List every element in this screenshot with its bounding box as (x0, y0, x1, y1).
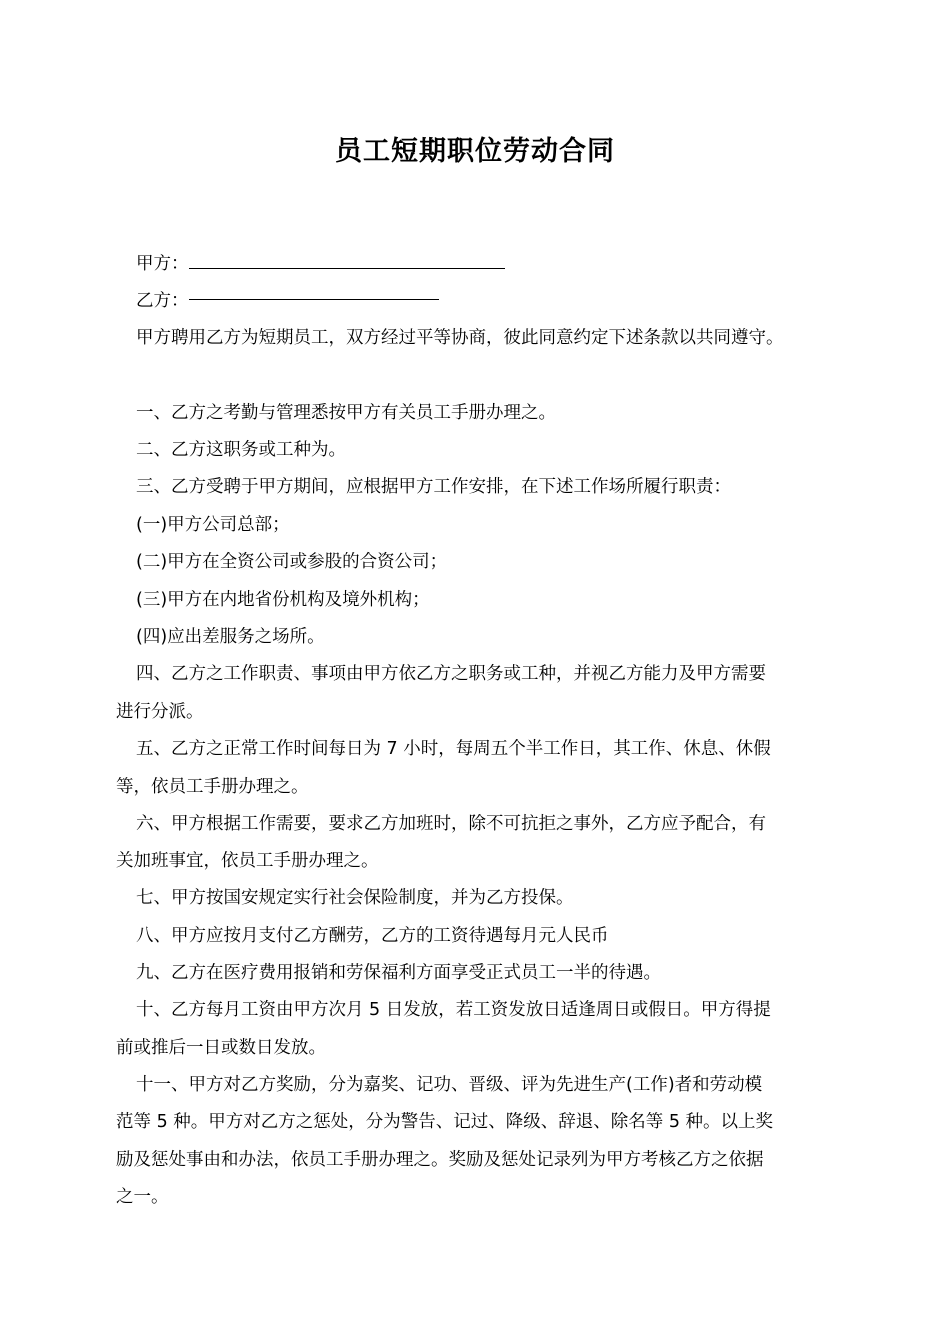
preamble: 甲方聘用乙方为短期员工，双方经过平等协商，彼此同意约定下述条款以共同遵守。 (136, 328, 784, 348)
clause-6-line-1: 六、甲方根据工作需要，要求乙方加班时，除不可抗拒之事外，乙方应予配合，有 (136, 814, 766, 834)
clause-3-item-4: (四)应出差服务之场所。 (136, 627, 325, 647)
party-b-line (116, 289, 866, 313)
clause-6-line-2: 关加班事宜，依员工手册办理之。 (116, 851, 379, 871)
clause-3-item-1: (一)甲方公司总部； (136, 515, 290, 535)
clause-11-line-3: 励及惩处事由和办法，依员工手册办理之。奖励及惩处记录列为甲方考核乙方之依据 (116, 1150, 764, 1170)
party-b-blank (189, 299, 439, 300)
clause-3-item-2: (二)甲方在全资公司或参股的合资公司； (136, 552, 448, 572)
clause-2: 二、乙方这职务或工种为。 (136, 440, 346, 460)
clause-7: 七、甲方按国安规定实行社会保险制度，并为乙方投保。 (136, 888, 574, 908)
clause-11-line-2: 范等 5 种。甲方对乙方之惩处，分为警告、记过、降级、辞退、除名等 5 种。以上奖 (116, 1112, 774, 1132)
clause-10-line-2: 前或推后一日或数日发放。 (116, 1038, 326, 1058)
party-a-blank (189, 254, 505, 269)
clause-11-line-1: 十一、甲方对乙方奖励，分为嘉奖、记功、晋级、评为先进生产(工作)者和劳动模 (136, 1075, 763, 1095)
clause-5-line-2: 等，依员工手册办理之。 (116, 777, 309, 797)
clause-8: 八、甲方应按月支付乙方酬劳，乙方的工资待遇每月元人民币 (136, 926, 609, 946)
clause-3-item-3: (三)甲方在内地省份机构及境外机构； (136, 590, 430, 610)
document-title: 员工短期职位劳动合同 (335, 136, 615, 167)
clause-1: 一、乙方之考勤与管理悉按甲方有关员工手册办理之。 (136, 403, 556, 423)
clause-9: 九、乙方在医疗费用报销和劳保福利方面享受正式员工一半的待遇。 (136, 963, 661, 983)
party-a-line (116, 252, 866, 276)
clause-10-line-1: 十、乙方每月工资由甲方次月 5 日发放，若工资发放日适逢周日或假日。甲方得提 (136, 1000, 771, 1020)
party-a-label: 甲方： (136, 254, 189, 274)
clause-3: 三、乙方受聘于甲方期间，应根据甲方工作安排，在下述工作场所履行职责： (136, 477, 731, 497)
clause-11-line-4: 之一。 (116, 1187, 169, 1207)
clause-4-line-2: 进行分派。 (116, 702, 204, 722)
clause-5-line-1: 五、乙方之正常工作时间每日为 7 小时，每周五个半工作日，其工作、休息、休假 (136, 739, 771, 759)
clause-4-line-1: 四、乙方之工作职责、事项由甲方依乙方之职务或工种，并视乙方能力及甲方需要 (136, 664, 766, 684)
party-b-label: 乙方： (136, 291, 189, 311)
